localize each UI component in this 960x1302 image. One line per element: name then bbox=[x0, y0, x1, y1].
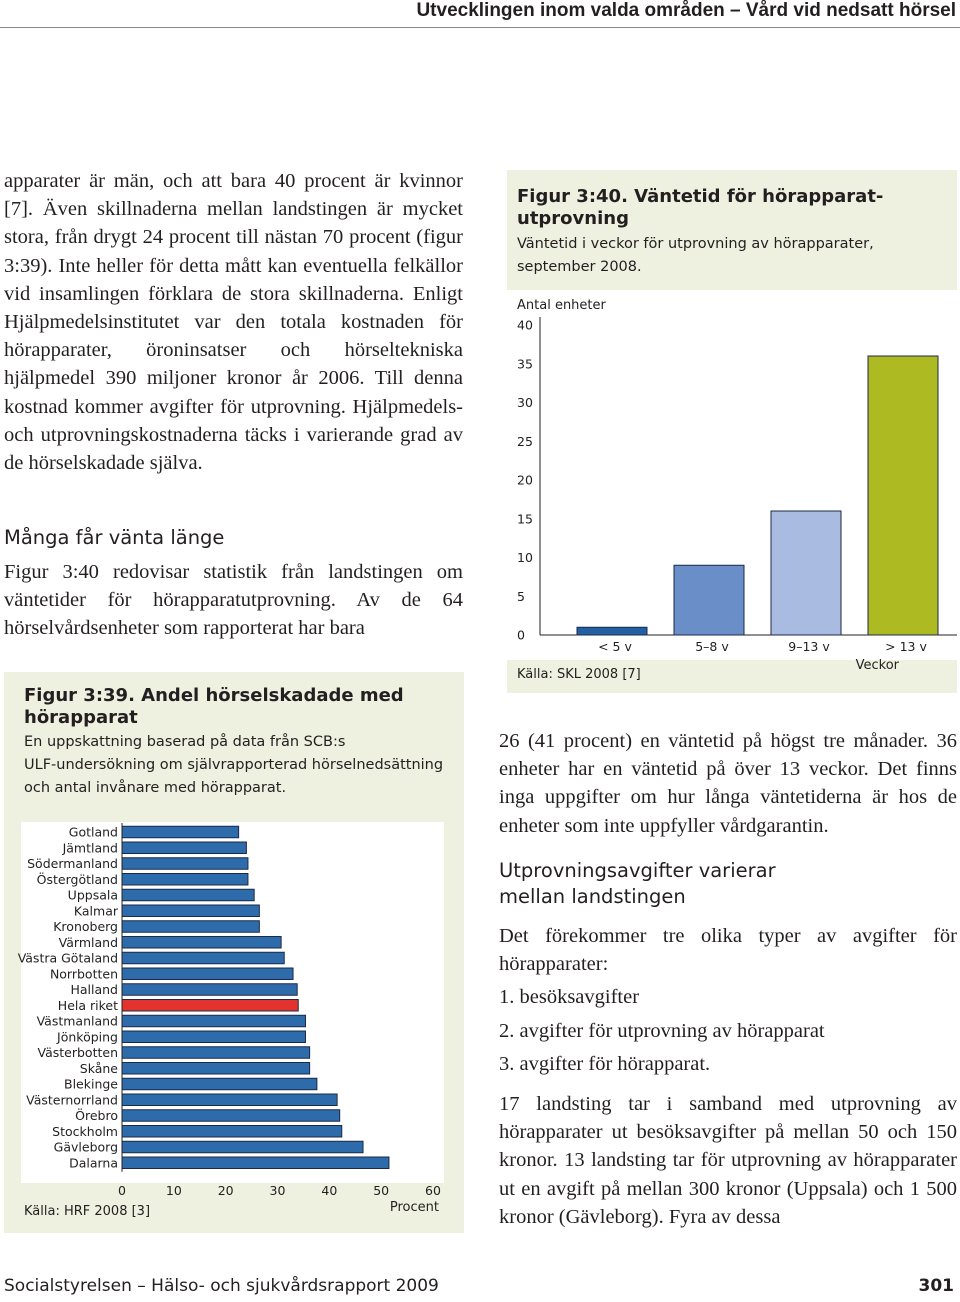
figure-3-40-source: Källa: SKL 2008 [7] bbox=[517, 667, 641, 682]
left-paragraph-1: apparater är män, och att bara 40 procent är kvinnor [7]. Även skillnaderna mellan landstingen är mycket stora, från drygt 24 procent till nästan 70 procent (figur 3:39). Inte heller för detta mått kan eventuella felkällor vid insamlingen förklara de stora skillnaderna. Enligt Hjälpmedelsinstitutet var den totala kostnaden för hörapparater, öroninsatser och hörseltekniska hjälpmedel 390 miljoner kronor år 2006. Till denna kostnad kommer avgifter för utprovning. Hjälpmedels- och utprovningskostnaderna täcks i varierande grad av de hörselskadade själva. bbox=[4, 170, 463, 475]
y-tick-label: 35 bbox=[517, 356, 533, 372]
bar bbox=[122, 1078, 317, 1090]
category-label: Halland bbox=[70, 982, 118, 997]
right-paragraph-2 bbox=[499, 922, 957, 1078]
category-label: Jönköping bbox=[57, 1029, 118, 1045]
x-tick-label: 30 bbox=[269, 1183, 286, 1198]
bar bbox=[122, 842, 246, 854]
chart-3-39 bbox=[4, 672, 464, 1233]
bar bbox=[577, 627, 647, 635]
y-tick-label: 15 bbox=[517, 511, 533, 527]
figure-3-39-subtitle-line3: och antal invånare med hörapparat. bbox=[24, 780, 287, 796]
x-tick-label: 40 bbox=[321, 1183, 338, 1198]
category-label: Hela riket bbox=[57, 997, 118, 1013]
bar bbox=[122, 1015, 305, 1027]
x-tick-label: 10 bbox=[165, 1183, 182, 1198]
section-heading-fees-line2: mellan landstingen bbox=[499, 885, 686, 908]
bar bbox=[122, 1000, 298, 1012]
section-heading-fees-line1: Utprovningsavgifter varierar bbox=[499, 859, 776, 882]
x-tick-label: 60 bbox=[425, 1183, 441, 1198]
figure-3-39 bbox=[4, 672, 464, 1233]
bar bbox=[122, 905, 259, 917]
x-tick-label: < 5 v bbox=[598, 639, 632, 654]
x-tick-label: 0 bbox=[118, 1183, 126, 1198]
figure-3-40-title-line2: utprovning bbox=[517, 208, 629, 229]
category-label: Värmland bbox=[58, 934, 118, 950]
fee-list-item-1: 1. besöksavgifter bbox=[499, 986, 640, 1009]
category-label: Kronoberg bbox=[53, 919, 118, 934]
left-paragraph-2: Figur 3:40 redovisar statistik från landstingen om väntetider för hörapparatutprovning. Av de 64 hörselvårdsenheter som rapporterat har bara bbox=[4, 561, 463, 640]
x-tick-label: > 13 v bbox=[885, 639, 927, 654]
bar bbox=[122, 937, 281, 949]
bar bbox=[122, 968, 293, 980]
chart-3-40 bbox=[507, 170, 957, 693]
bar bbox=[122, 889, 254, 901]
figure-3-40-subtitle-line1: Väntetid i veckor för utprovning av hörapparater, bbox=[517, 236, 874, 252]
bar bbox=[122, 1047, 310, 1059]
category-label: Kalmar bbox=[73, 903, 118, 919]
figure-3-40-subtitle-line2: september 2008. bbox=[517, 259, 642, 275]
section-heading-waiting: Många får vänta länge bbox=[4, 526, 225, 549]
category-label: Stockholm bbox=[52, 1123, 118, 1139]
fee-list-item-2: 2. avgifter för utprovning av hörapparat bbox=[499, 1019, 825, 1042]
figure-3-39-subtitle-line2: ULF-undersökning om självrapporterad hörselnedsättning bbox=[24, 757, 444, 773]
bar bbox=[122, 952, 284, 964]
bar bbox=[122, 1063, 310, 1075]
bar bbox=[122, 826, 239, 838]
bar bbox=[122, 1110, 340, 1122]
category-label: Västerbotten bbox=[37, 1045, 118, 1060]
x-tick-label: 9–13 v bbox=[788, 639, 830, 654]
bar bbox=[674, 565, 744, 635]
section-heading-fees bbox=[499, 858, 957, 910]
category-label: Örebro bbox=[75, 1108, 118, 1123]
bar bbox=[122, 1031, 305, 1043]
x-tick-label: 5–8 v bbox=[695, 639, 729, 654]
x-tick-label: 50 bbox=[373, 1183, 390, 1198]
y-tick-label: 0 bbox=[517, 627, 525, 643]
x-tick-label: 20 bbox=[217, 1183, 234, 1198]
category-label: Västra Götaland bbox=[17, 950, 118, 966]
figure-3-39-source: Källa: HRF 2008 [3] bbox=[24, 1204, 151, 1219]
bar bbox=[771, 511, 841, 635]
bar bbox=[122, 1157, 389, 1169]
figure-3-40-title-line1: Figur 3:40. Väntetid för hörapparat- bbox=[517, 186, 884, 207]
figure-3-40 bbox=[507, 170, 957, 693]
bar bbox=[122, 858, 248, 870]
bar bbox=[122, 874, 248, 886]
right-paragraph-3: 17 landsting tar i samband med utprovning av hörapparater ut besöksavgifter på mellan 50 och 150 kronor. 13 landsting tar för utprovning av hörapparater ut en avgift på mellan 300 kronor (Uppsala) och 1 500 kronor (Gävleborg). Fyra av dessa bbox=[499, 1093, 957, 1228]
y-tick-label: 10 bbox=[517, 550, 533, 565]
bar bbox=[122, 1094, 337, 1106]
category-label: Jämtland bbox=[62, 840, 118, 856]
bar bbox=[122, 921, 259, 933]
category-label: Dalarna bbox=[69, 1155, 118, 1171]
category-label: Gävleborg bbox=[53, 1139, 118, 1155]
y-tick-label: 40 bbox=[517, 317, 533, 333]
y-axis-label: Antal enheter bbox=[517, 298, 606, 313]
bar bbox=[868, 356, 938, 635]
y-tick-label: 20 bbox=[517, 472, 533, 488]
category-label: Gotland bbox=[68, 824, 118, 840]
fee-list-item-3: 3. avgifter för hörapparat. bbox=[499, 1052, 711, 1075]
bar bbox=[122, 1126, 342, 1138]
y-tick-label: 5 bbox=[517, 588, 525, 604]
category-label: Skåne bbox=[79, 1060, 118, 1076]
y-tick-label: 30 bbox=[517, 395, 533, 410]
figure-3-39-title-line2: hörapparat bbox=[24, 707, 138, 728]
category-label: Norrbotten bbox=[49, 966, 118, 982]
page-number: 301 bbox=[918, 1276, 954, 1296]
category-label: Södermanland bbox=[27, 856, 118, 871]
category-label: Blekinge bbox=[64, 1076, 118, 1092]
category-label: Uppsala bbox=[67, 887, 118, 903]
category-label: Västmanland bbox=[36, 1013, 118, 1029]
x-axis-label: Veckor bbox=[855, 658, 899, 673]
x-axis-label: Procent bbox=[389, 1200, 439, 1215]
y-tick-label: 25 bbox=[517, 433, 533, 449]
right-paragraph-1: 26 (41 procent) en väntetid på högst tre månader. 36 enheter har en väntetid på över 13 veckor. Det finns inga uppgifter om hur långa väntetiderna är hos de enheter som inte uppfyller vårdgarantin. bbox=[499, 730, 957, 837]
fees-intro: Det förekommer tre olika typer av avgifter för hörapparater: bbox=[499, 925, 957, 976]
category-label: Östergötland bbox=[36, 871, 118, 887]
figure-3-39-title-line1: Figur 3:39. Andel hörselskadade med bbox=[24, 685, 404, 706]
running-header: Utvecklingen inom valda områden – Vård vid nedsatt hörsel bbox=[416, 0, 956, 21]
header-rule bbox=[0, 27, 960, 28]
figure-3-39-subtitle-line1: En uppskattning baserad på data från SCB:s bbox=[24, 734, 346, 750]
footer-publication: Socialstyrelsen – Hälso- och sjukvårdsrapport 2009 bbox=[4, 1276, 439, 1296]
category-label: Västernorrland bbox=[26, 1092, 118, 1108]
bar bbox=[122, 1141, 363, 1153]
bar bbox=[122, 984, 297, 996]
